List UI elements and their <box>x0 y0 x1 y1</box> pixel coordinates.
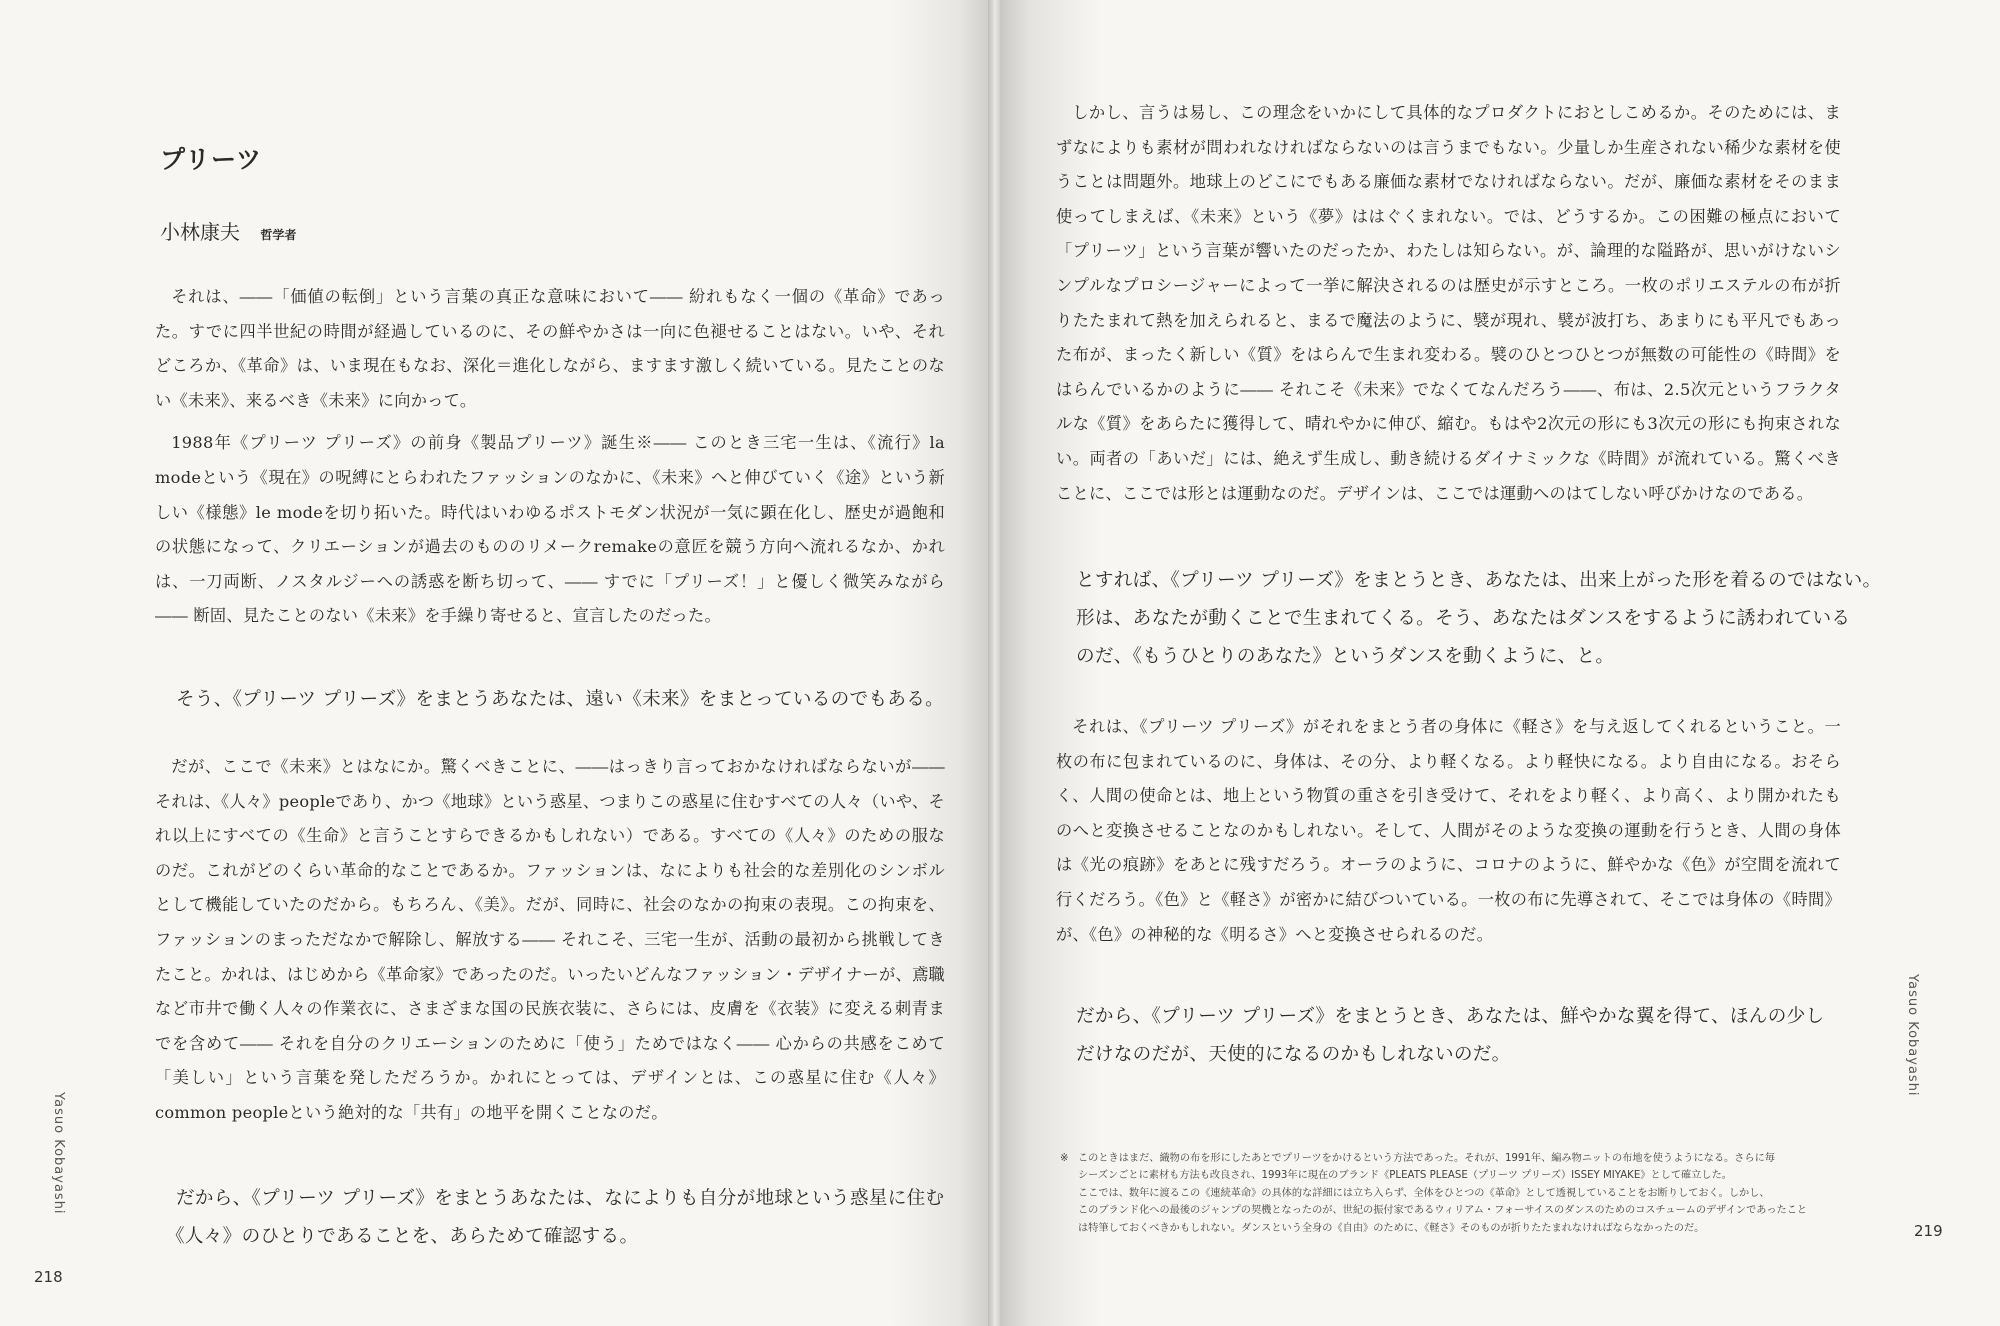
left-text-block-2 <box>155 750 945 1131</box>
lead-statement-2 <box>166 1180 966 1256</box>
footnote-line: は特筆しておくべきかもしれない。ダンスという全身の《自由》のために、《軽さ》そのものが折りたたまれなければならなかったのだ。 <box>1078 1222 1705 1234</box>
right-paragraph-2: それは、《プリーツ プリーズ》がそれをまとう者の身体に《軽さ》を与え返してくれるということ。一枚の布に包まれているのに、身体は、その分、より軽くなる。より軽快になる。より自由になる。おそらく、人間の使命とは、地上という物質の重さを引き受けて、それをより軽く、より高く、より開かれたものへと変換させることなのかもしれない。そして、人間がそのような変換の運動を行うとき、人間の身体は《光の痕跡》をあとに残すだろう。オーラのように、コロナのように、鮮やかな《色》が空間を流れて行くだろう。《色》と《軽さ》が密かに結びついている。一枚の布に先導されて、そこでは身体の《時間》が、《色》の神秘的な《明るさ》へと変換させられるのだ。 <box>1056 717 1841 944</box>
footnote-line: ここでは、数年に渡るこの《連続革命》の具体的な詳細には立ち入らず、全体をひとつの《革命》として透視していることをお断りしておく。しかし、 <box>1078 1187 1770 1199</box>
footnote <box>1060 1150 1820 1237</box>
lead-statement-1: そう、《プリーツ プリーズ》をまとうあなたは、遠い《未来》をまとっているのでもある。 <box>176 689 945 710</box>
footnote-mark: ※ <box>1060 1153 1069 1164</box>
author-line <box>160 216 296 245</box>
author-role: 哲学者 <box>260 228 297 242</box>
article-title: プリーツ <box>160 145 263 174</box>
footnote-line: このブランド化への最後のジャンプの契機となったのが、世紀の振付家であるウィリアム・フォーサイスのダンスのためのコスチュームのデザインであったこと <box>1078 1205 1808 1217</box>
right-text-block-1 <box>1056 96 1841 511</box>
footnote-line: このときはまだ、織物の布を形にしたあとでプリーツをかけるという方法であった。それが、1991年、編み物ニットの布地を使うようになる。さらに毎 <box>1078 1153 1775 1164</box>
running-head-left: Yasuo Kobayashi <box>51 1092 66 1215</box>
paragraph-2: 1988年《プリーツ プリーズ》の前身《製品プリーツ》誕生※―― このとき三宅一生は、《流行》la modeという《現在》の呪縛にとらわれたファッションのなかに、《未来》へと伸びていく《途》という新しい《様態》le modeを切り拓いた。時代はいわゆるポストモダン状況が一気に顕在化し、歴史が過飽和の状態になって、クリエーションが過去のもののリメークremakeの意匠を競う方向へ流れるなか、かれは、一刀両断、ノスタルジーへの誘惑を断ち切って、―― すでに「プリーズ！」と優しく微笑みながら―― 断固、見たことのない《未来》を手繰り寄せると、宣言したのだった。 <box>155 433 945 626</box>
lead-statement-2-line-1: だから、《プリーツ プリーズ》をまとうあなたは、なによりも自分が地球という惑星に住む <box>176 1188 945 1209</box>
right-lead-statement-2 <box>1076 998 1956 1074</box>
right-page <box>1000 0 2000 1326</box>
right-lead-1-line-3: のだ、《もうひとりのあなた》というダンスを動くように、と。 <box>1076 646 1615 667</box>
footnote-body <box>1078 1150 1820 1237</box>
page-number-left: 218 <box>34 1268 63 1286</box>
right-text-block-2 <box>1056 710 1841 952</box>
right-lead-2-line-1: だから、《プリーツ プリーズ》をまとうとき、あなたは、鮮やかな翼を得て、ほんの少し <box>1076 1006 1825 1027</box>
right-lead-1-line-2: 形は、あなたが動くことで生まれてくる。そう、あなたはダンスをするように誘われている <box>1076 608 1851 629</box>
right-lead-1-line-1: とすれば、《プリーツ プリーズ》をまとうとき、あなたは、出来上がった形を着るのではない。 <box>1076 570 1882 591</box>
right-lead-2-line-2: だけなのだが、天使的になるのかもしれないのだ。 <box>1076 1044 1511 1065</box>
left-page <box>0 0 990 1326</box>
footnote-line: シーズンごとに素材も方法も改良され、1993年に現在のブランド《PLEATS PLEASE（プリーツ プリーズ）ISSEY MIYAKE》として確立した。 <box>1078 1170 1732 1182</box>
paragraph-1: それは、――「価値の転倒」という言葉の真正な意味において―― 紛れもなく一個の《革命》であった。すでに四半世紀の時間が経過しているのに、その鮮やかさは一向に色褪せることはない。いや、それどころか、《革命》は、いま現在もなお、深化＝進化しながら、ますます激しく続いている。見たことのない《未来》、来るべき《未来》に向かって。 <box>155 287 945 410</box>
author-name: 小林康夫 <box>160 220 240 244</box>
left-text-block-1 <box>155 280 945 634</box>
running-head-right: Yasuo Kobayashi <box>1905 974 1920 1097</box>
lead-statement-2-line-2: 《人々》のひとりであることを、あらためて確認する。 <box>166 1226 639 1247</box>
paragraph-3: だが、ここで《未来》とはなにか。驚くべきことに、――はっきり言っておかなければならないが――それは、《人々》peopleであり、かつ《地球》という惑星、つまりこの惑星に住むすべての人々（いや、それ以上にすべての《生命》と言うことすらできるかもしれない）である。すべての《人々》のための服なのだ。これがどのくらい革命的なことであるか。ファッションは、なによりも社会的な差別化のシンボルとして機能していたのだから。もちろん、《美》。だが、同時に、社会のなかの拘束の表現。この拘束を、ファッションのまっただなかで解除し、解放する―― それこそ、三宅一生が、活動の最初から挑戦してきたこと。かれは、はじめから《革命家》であったのだ。いったいどんなファッション・デザイナーが、鳶職など市井で働く人々の作業衣に、さまざまな国の民族衣装に、さらには、皮膚を《衣装》に変える刺青までを含めて―― それを自分のクリエーションのために「使う」ためではなく―― 心からの共感をこめて「美しい」という言葉を発しただろうか。かれにとっては、デザインとは、この惑星に住む《人々》common peopleという絶対的な「共有」の地平を開くことなのだ。 <box>155 757 945 1122</box>
page-number-right: 219 <box>1914 1222 1943 1240</box>
right-paragraph-1: しかし、言うは易し、この理念をいかにして具体的なプロダクトにおとしこめるか。そのためには、まずなによりも素材が問われなければならないのは言うまでもない。少量しか生産されない稀少な素材を使うことは問題外。地球上のどこにでもある廉価な素材でなければならない。だが、廉価な素材をそのまま使ってしまえば、《未来》という《夢》ははぐくまれない。では、どうするか。この困難の極点において「プリーツ」という言葉が響いたのだったか、わたしは知らない。が、論理的な隘路が、思いがけないシンプルなプロシージャーによって一挙に解決されるのは歴史が示すところ。一枚のポリエステルの布が折りたたまれて熱を加えられると、まるで魔法のように、襞が現れ、襞が波打ち、あまりにも平凡でもあった布が、まったく新しい《質》をはらんで生まれ変わる。襞のひとつひとつが無数の可能性の《時間》をはらんでいるかのように―― それこそ《未来》でなくてなんだろう――、布は、2.5次元というフラクタルな《質》をあらたに獲得して、晴れやかに伸び、縮む。もはや2次元の形にも3次元の形にも拘束されない。両者の「あいだ」には、絶えず生成し、動き続けるダイナミックな《時間》が流れている。驚くべきことに、ここでは形とは運動なのだ。デザインは、ここでは運動へのはてしない呼びかけなのである。 <box>1056 103 1841 503</box>
right-lead-statement-1 <box>1076 562 1956 676</box>
